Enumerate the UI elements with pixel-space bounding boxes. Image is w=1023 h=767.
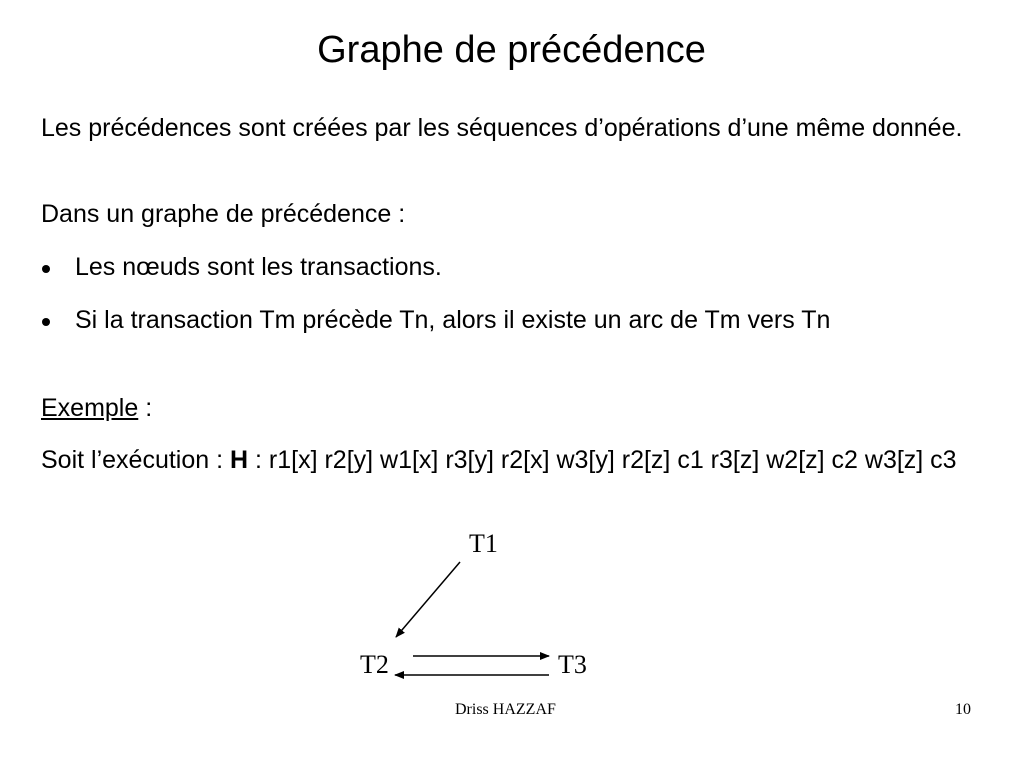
bullet-nodes-are-transactions: Les nœuds sont les transactions. (75, 253, 442, 281)
page-number: 10 (955, 701, 971, 718)
execution-operations: : r1[x] r2[y] w1[x] r3[y] r2[x] w3[y] r2[z] c1 r3[z] w2[z] c2 w3[z] c3 (248, 446, 957, 474)
bullet-arc-definition: Si la transaction Tm précède Tn, alors il existe un arc de Tm vers Tn (75, 306, 831, 334)
graph-definition-heading: Dans un graphe de précédence : (41, 200, 406, 228)
intro-paragraph: Les précédences sont créées par les séquences d’opérations d’une même donnée. (41, 114, 963, 142)
slide-title: Graphe de précédence (317, 29, 706, 71)
node-t2: T2 (360, 650, 389, 679)
example-label: Exemple (41, 394, 139, 422)
footer-author: Driss HAZZAF (455, 701, 556, 718)
edge-t1-to-t2 (396, 562, 460, 637)
execution-history-name: H (230, 446, 249, 474)
node-t1: T1 (469, 529, 498, 558)
example-colon: : (138, 394, 153, 422)
node-t3: T3 (558, 650, 587, 679)
execution-prefix: Soit l’exécution : (41, 446, 230, 474)
